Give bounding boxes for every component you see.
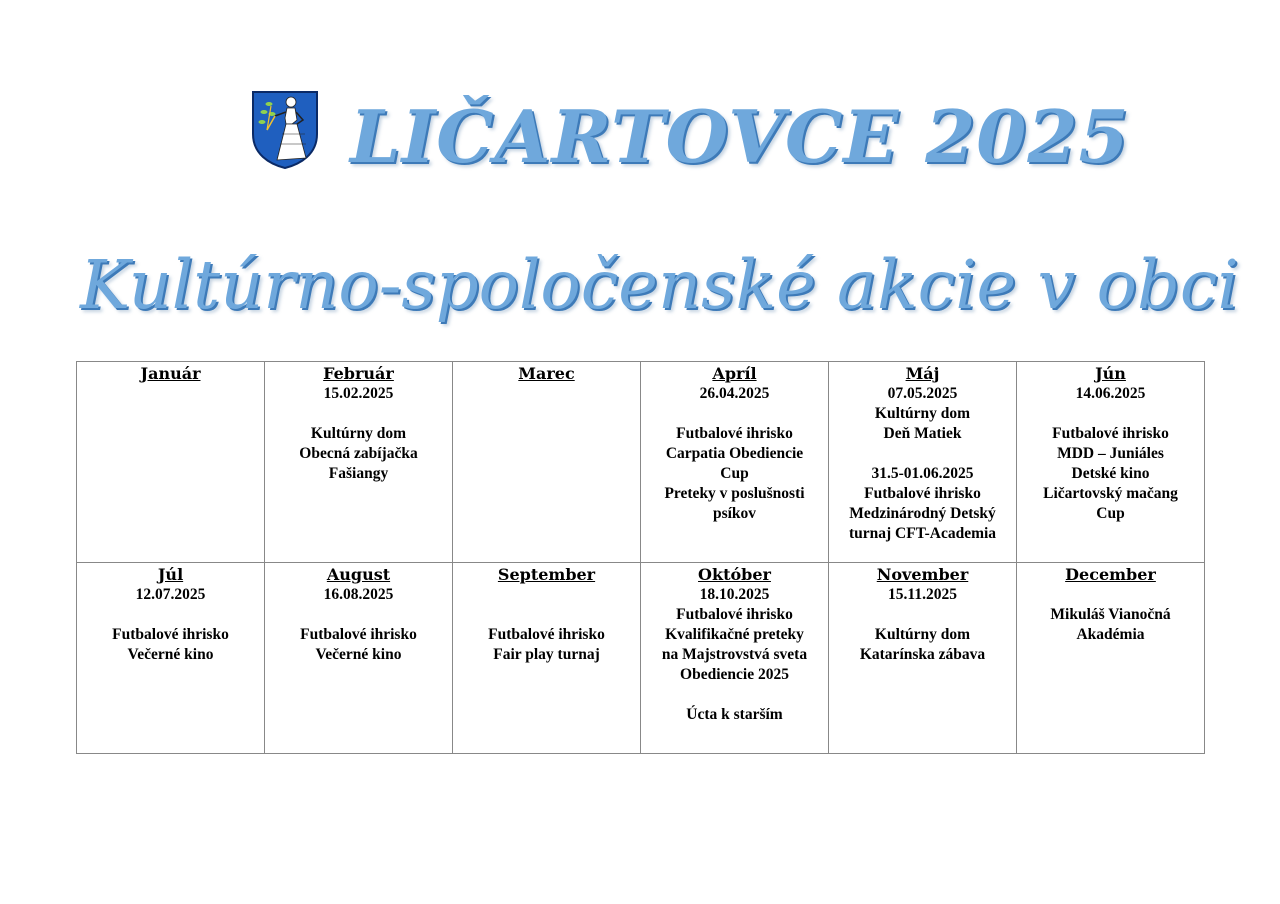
event-line: Kvalifikačné preteky <box>665 626 804 643</box>
event-line <box>457 585 636 605</box>
event-line: Kultúrny dom <box>310 425 407 442</box>
month-name: November <box>876 565 969 584</box>
event-line: Obecná zabíjačka <box>299 445 418 462</box>
event-line: Futbalové ihrisko <box>112 626 229 643</box>
month-name: August <box>326 565 391 584</box>
event-line: Akadémia <box>1076 626 1145 643</box>
month-cell <box>77 563 265 754</box>
event-line: Fair play turnaj <box>493 646 600 663</box>
event-line <box>1021 585 1200 605</box>
event-line: Deň Matiek <box>883 425 962 442</box>
event-line: Futbalové ihrisko <box>864 485 981 502</box>
coat-of-arms-icon <box>251 90 319 170</box>
event-line: Úcta k starším <box>686 706 783 723</box>
event-line: 15.11.2025 <box>888 586 957 603</box>
event-line: Ličartovský mačang <box>1043 485 1178 502</box>
month-name: Apríl <box>712 364 757 383</box>
event-line: Obediencie 2025 <box>680 666 789 683</box>
event-line: 14.06.2025 <box>1075 385 1146 402</box>
month-cell <box>1017 362 1205 563</box>
event-line: Futbalové ihrisko <box>488 626 605 643</box>
event-line: Cup <box>1096 505 1125 522</box>
event-line: Cup <box>720 465 749 482</box>
month-name: Máj <box>905 364 940 383</box>
calendar-row <box>77 362 1205 563</box>
event-line: Carpatia Obediencie <box>665 445 804 462</box>
event-line <box>833 444 1012 464</box>
calendar-row <box>77 563 1205 754</box>
month-cell <box>265 362 453 563</box>
month-name: September <box>497 565 596 584</box>
month-name: December <box>1065 565 1156 584</box>
event-line: turnaj CFT-Academia <box>848 525 997 542</box>
month-cell <box>265 563 453 754</box>
event-line: Preteky v poslušnosti <box>664 485 805 502</box>
month-name: Február <box>323 364 394 383</box>
event-line: Kultúrny dom <box>874 626 971 643</box>
month-name: Jún <box>1095 364 1126 383</box>
events-calendar-table <box>76 361 1205 754</box>
event-line <box>645 404 824 424</box>
event-line: 07.05.2025 <box>887 385 958 402</box>
event-line: 15.02.2025 <box>323 385 394 402</box>
month-cell <box>453 563 641 754</box>
event-line: 26.04.2025 <box>699 385 770 402</box>
event-line: Futbalové ihrisko <box>676 606 793 623</box>
event-line: Detské kino <box>1071 465 1150 482</box>
page-title: LIČARTOVCE 2025 <box>350 94 1130 179</box>
event-line: 31.5-01.06.2025 <box>871 465 974 482</box>
event-line: Večerné kino <box>315 646 402 663</box>
month-cell <box>829 362 1017 563</box>
event-line <box>645 685 824 705</box>
event-line: 18.10.2025 <box>699 586 770 603</box>
event-line: psíkov <box>712 505 757 522</box>
page-subtitle: Kultúrno-spoločenské akcie v obci <box>80 246 1239 324</box>
month-name: Október <box>698 565 771 584</box>
event-line: Katarínska zábava <box>859 646 986 663</box>
event-line <box>457 605 636 625</box>
event-line: Medzinárodný Detský <box>849 505 996 522</box>
event-line: 16.08.2025 <box>323 586 394 603</box>
month-name: Január <box>140 364 201 383</box>
event-line <box>833 605 1012 625</box>
event-line: Futbalové ihrisko <box>676 425 793 442</box>
event-line: na Majstrovstvá sveta <box>661 646 808 663</box>
month-cell <box>829 563 1017 754</box>
event-line: Futbalové ihrisko <box>300 626 417 643</box>
event-line <box>269 404 448 424</box>
event-line <box>269 605 448 625</box>
month-cell <box>641 563 829 754</box>
event-line <box>1021 404 1200 424</box>
event-line: MDD – Juniáles <box>1057 445 1164 462</box>
month-cell <box>1017 563 1205 754</box>
month-name: Júl <box>157 565 184 584</box>
month-name: Marec <box>518 364 575 383</box>
event-line: 12.07.2025 <box>135 586 206 603</box>
month-cell <box>453 362 641 563</box>
event-line: Kultúrny dom <box>874 405 971 422</box>
event-line: Večerné kino <box>127 646 214 663</box>
month-cell <box>641 362 829 563</box>
event-line: Mikuláš Vianočná <box>1050 606 1171 623</box>
event-line: Fašiangy <box>328 465 389 482</box>
month-cell <box>77 362 265 563</box>
event-line: Futbalové ihrisko <box>1052 425 1169 442</box>
event-line <box>81 605 260 625</box>
